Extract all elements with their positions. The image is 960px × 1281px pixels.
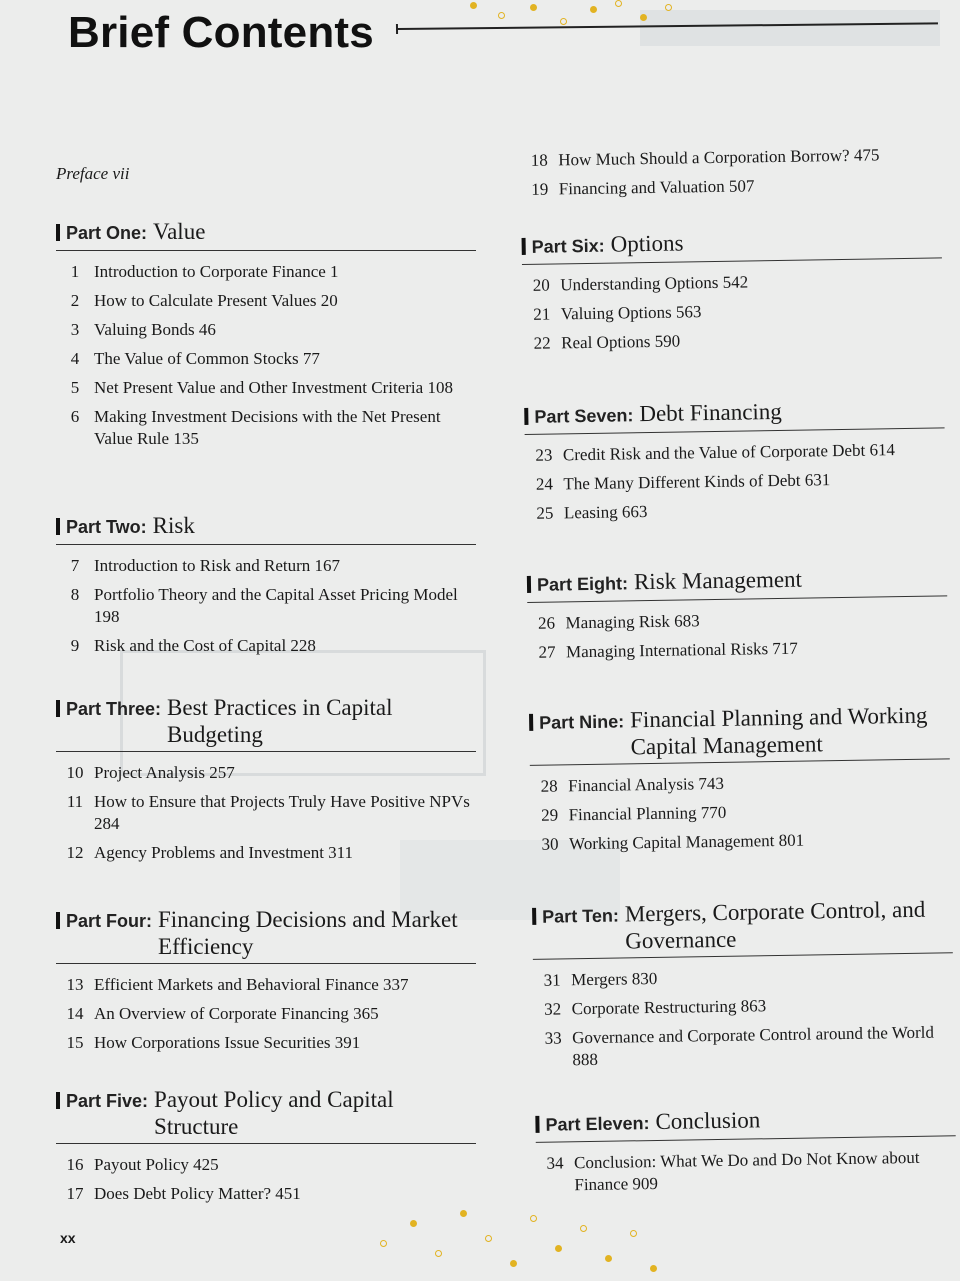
part-marker [535, 1116, 539, 1133]
part-heading [56, 218, 476, 251]
chapter-entry: 3 Valuing Bonds 46 [70, 320, 216, 339]
part-title: Options [610, 230, 684, 257]
part-six [521, 225, 943, 362]
preface-entry: Preface vii [56, 164, 130, 183]
part-title: Value [153, 219, 206, 244]
part-label: Part Seven: [534, 405, 634, 427]
part-label: Part Nine: [538, 711, 625, 733]
chapter-entry: 10 Project Analysis 257 [66, 763, 235, 782]
chapter-entry: 15 How Corporations Issue Securities 391 [66, 1033, 361, 1052]
part-title: Mergers, Corporate Control, and Governance [624, 896, 926, 954]
page-number: xx [60, 1230, 76, 1246]
part-label: Part Four: [66, 911, 153, 931]
chapter-entry: 2 How to Calculate Present Values 20 [70, 291, 338, 310]
right-column [520, 133, 940, 1195]
part-label: Part Three: [66, 699, 162, 719]
part-marker [56, 912, 60, 929]
chapter-entry: 18 How Much Should a Corporation Borrow? 475 [530, 145, 880, 170]
part-heading [56, 512, 476, 545]
part-title: Debt Financing [639, 398, 782, 427]
part-heading [56, 694, 476, 752]
part-title: Financial Planning and Working Capital Management [629, 702, 928, 760]
part-title: Risk Management [633, 566, 803, 595]
chapter-entry: 31 Mergers 830 [543, 968, 658, 990]
part-label: Part Two: [66, 517, 147, 537]
chapter-entry: 23 Credit Risk and the Value of Corporate Debt 614 [535, 440, 896, 465]
part-heading [56, 906, 476, 964]
part-marker [529, 714, 533, 731]
part-label: Part Five: [66, 1091, 149, 1111]
chapter-entry: 14 An Overview of Corporate Financing 365 [66, 1004, 379, 1023]
chapter-entry: 12 Agency Problems and Investment 311 [66, 843, 354, 862]
chapter-entry: 6 Making Investment Decisions with the Net Present Value Rule 135 [70, 407, 441, 448]
chapter-entry: 17 Does Debt Policy Matter? 451 [66, 1184, 301, 1203]
part-heading [532, 895, 953, 960]
part-marker [522, 238, 526, 255]
part-label: Part Eight: [536, 573, 629, 595]
part-title: Conclusion [655, 1107, 761, 1134]
part-marker [527, 576, 531, 593]
part-marker [56, 700, 60, 717]
part-one [56, 218, 476, 457]
part-heading [535, 1103, 955, 1143]
part-heading [521, 225, 941, 265]
chapter-entry: 30 Working Capital Management 801 [541, 830, 805, 854]
chapter-entry: 21 Valuing Options 563 [533, 302, 702, 324]
part-nine [529, 701, 951, 863]
part-title: Payout Policy and Capital Structure [154, 1087, 394, 1139]
chapter-entry: 16 Payout Policy 425 [66, 1155, 219, 1174]
chapter-entry: 34 Conclusion: What We Do and Do Not Know about Finance 909 [546, 1147, 920, 1195]
chapter-entry: 20 Understanding Options 542 [532, 272, 749, 295]
part-title: Financing Decisions and Market Efficiency [158, 907, 458, 959]
part-five [56, 1086, 476, 1212]
part-label: Part One: [66, 223, 148, 243]
part-heading [527, 563, 947, 603]
part-title: Best Practices in Capital Budgeting [167, 695, 393, 747]
chapter-entry: 4 The Value of Common Stocks 77 [70, 349, 320, 368]
part-marker [56, 518, 60, 535]
part-four [56, 906, 476, 1061]
part-seven [524, 395, 946, 532]
chapter-entry: 13 Efficient Markets and Behavioral Finance 337 [66, 975, 409, 994]
part-two [56, 512, 476, 664]
show-through-banner [640, 10, 940, 46]
part-eight [527, 563, 949, 671]
part-eleven [535, 1103, 956, 1204]
part-heading [529, 701, 950, 766]
part-marker [56, 1092, 60, 1109]
chapter-entry: 28 Financial Analysis 743 [540, 773, 725, 796]
part-title: Risk [152, 513, 195, 538]
chapter-entry: 9 Risk and the Cost of Capital 228 [70, 636, 316, 655]
page-title: Brief Contents [68, 8, 374, 57]
part-marker [532, 908, 536, 925]
chapter-entry: 1 Introduction to Corporate Finance 1 [70, 262, 339, 281]
chapter-entry: 26 Managing Risk 683 [537, 611, 700, 633]
chapter-entry: 25 Leasing 663 [536, 502, 648, 523]
chapter-entry: 24 The Many Different Kinds of Debt 631 [535, 470, 831, 494]
chapter-entry: 19 Financing and Valuation 507 [531, 176, 755, 199]
part-label: Part Ten: [542, 905, 620, 927]
chapter-entry: 33 Governance and Corporate Control around the World 888 [544, 1022, 935, 1070]
part-label: Part Eleven: [545, 1113, 650, 1135]
chapter-entry: 8 Portfolio Theory and the Capital Asset Pricing Model 198 [70, 585, 458, 626]
chapter-entry: 27 Managing International Risks 717 [538, 638, 798, 662]
part-label: Part Six: [531, 235, 605, 257]
part-heading [56, 1086, 476, 1144]
part-ten [532, 895, 955, 1079]
part-five-continued [520, 143, 941, 208]
chapter-entry: 22 Real Options 590 [533, 331, 681, 353]
chapter-entry: 11 How to Ensure that Projects Truly Have Positive NPVs 284 [66, 792, 470, 833]
part-marker [524, 408, 528, 425]
part-marker [56, 224, 60, 241]
chapter-entry: 29 Financial Planning 770 [540, 802, 727, 825]
chapter-entry: 32 Corporate Restructuring 863 [544, 996, 767, 1019]
part-three [56, 694, 476, 871]
chapter-entry: 7 Introduction to Risk and Return 167 [70, 556, 341, 575]
part-heading [524, 395, 944, 435]
chapter-entry: 5 Net Present Value and Other Investment Criteria 108 [70, 378, 453, 397]
